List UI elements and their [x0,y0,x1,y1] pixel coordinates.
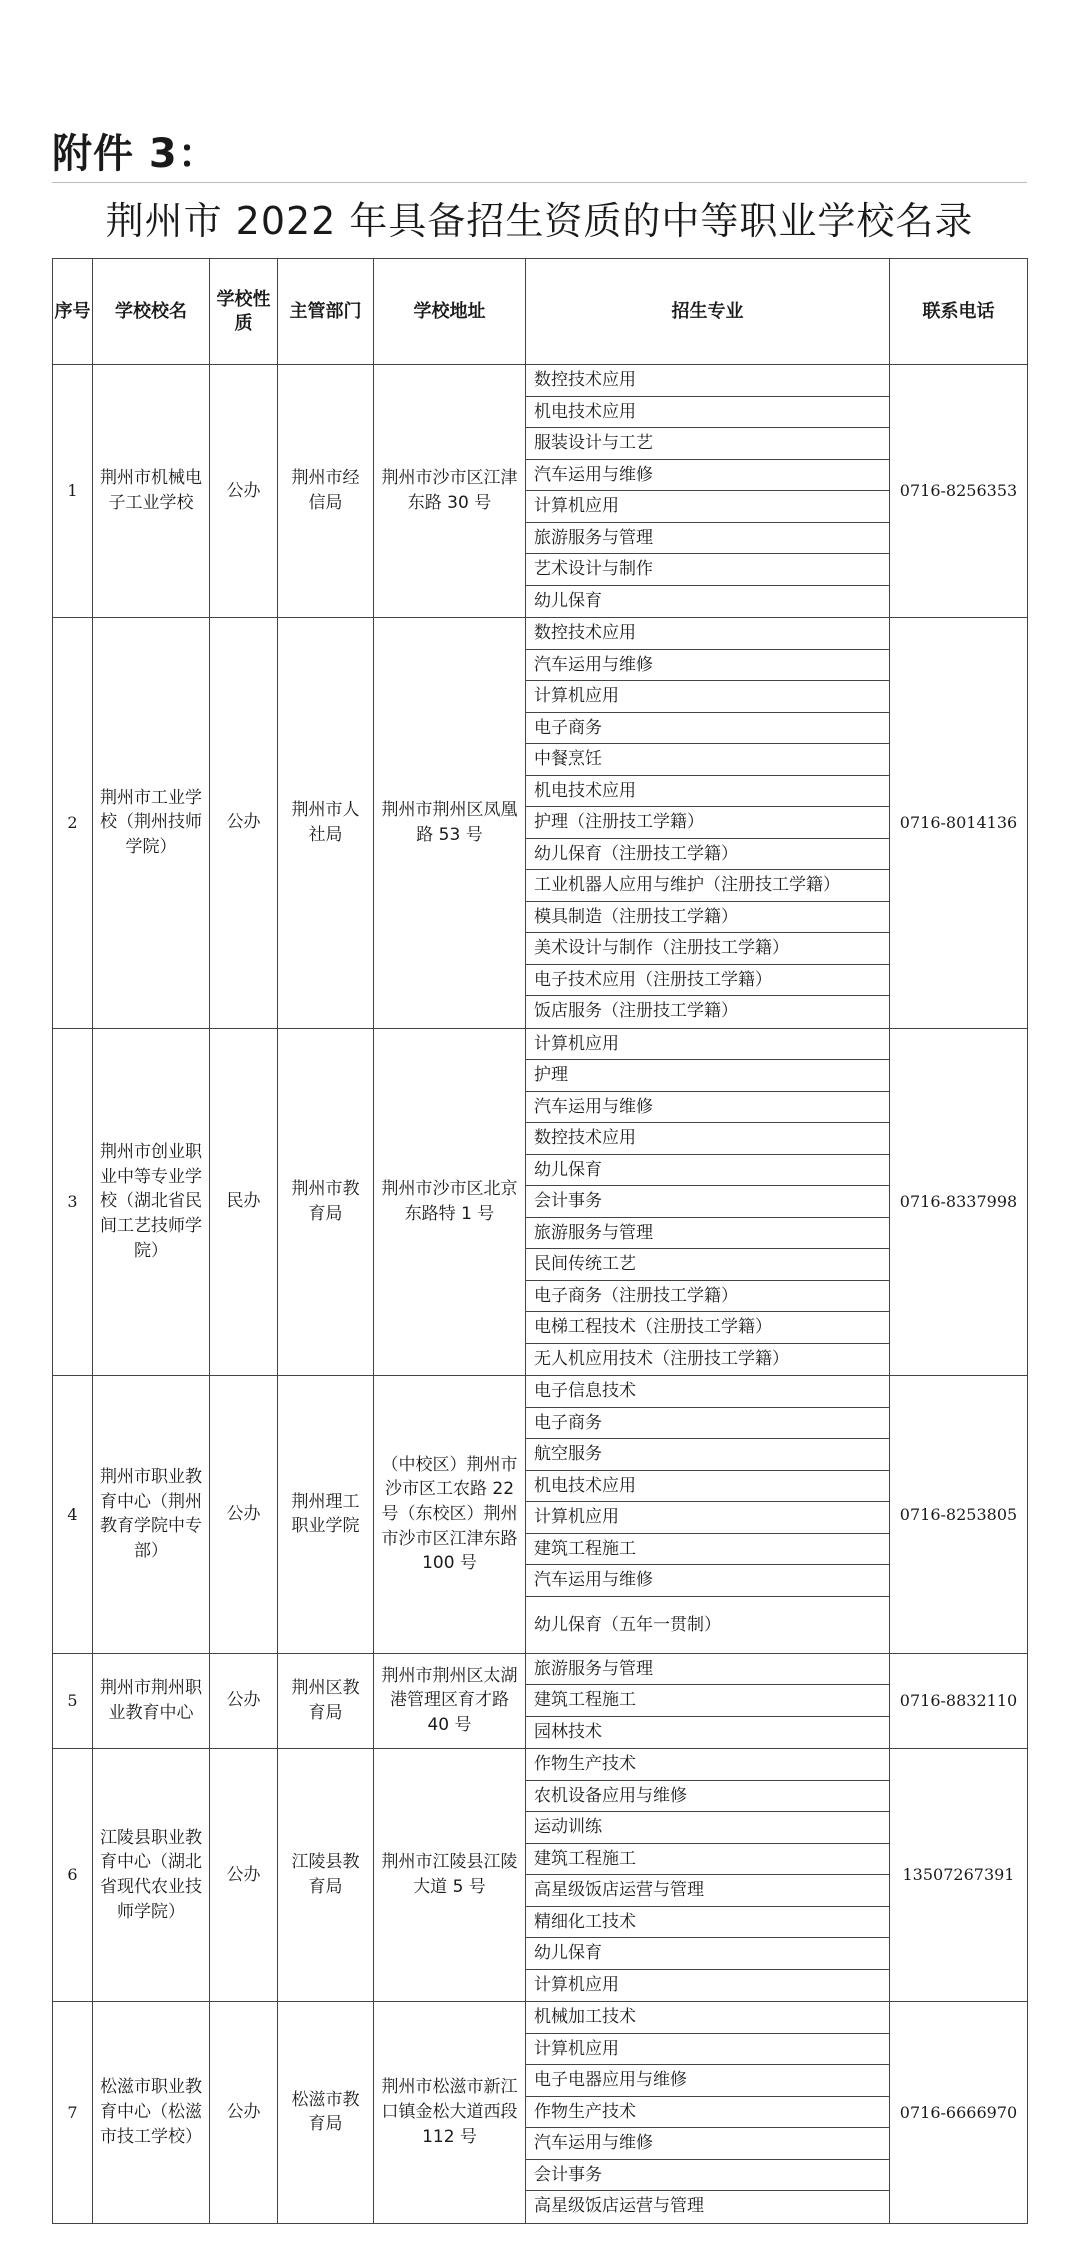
majors-cell [526,1653,890,1749]
major-item: 中餐烹饪 [526,744,889,776]
majors-list [526,365,889,617]
table-row [53,1749,1028,2002]
majors-list [526,1029,889,1376]
dept-cell: 荆州市人社局 [278,618,374,1029]
major-item: 旅游服务与管理 [526,523,889,555]
school-name-cell: 荆州市创业职业中等专业学校（湖北省民间工艺技师学院） [93,1028,210,1376]
annex-label: 附件 3： [52,131,219,177]
major-item: 电子信息技术 [526,1376,889,1408]
major-item: 饭店服务（注册技工学籍） [534,1001,738,1021]
major-item: 数控技术应用 [526,1123,889,1155]
major-item: 机电技术应用 [526,397,889,429]
majors-cell [526,1028,890,1376]
major-item: 汽车运用与维修 [526,2128,889,2160]
address-cell: 荆州市松滋市新江口镇金松大道西段 112 号 [374,2002,526,2224]
address-cell: 荆州市荆州区太湖港管理区育才路 40 号 [374,1653,526,1749]
header-dept: 主管部门 [278,259,374,365]
major-item: 会计事务 [526,2160,889,2192]
seq-cell: 6 [53,1749,93,2002]
major-item: 作物生产技术 [526,1749,889,1781]
phone-cell: 13507267391 [890,1749,1028,2002]
major-item: 计算机应用 [526,491,889,523]
table-row [53,365,1028,618]
header-row [53,259,1028,365]
major-item: 电子商务（注册技工学籍） [526,1281,889,1313]
major-item: 建筑工程施工 [526,1534,889,1566]
major-item: 电子技术应用（注册技工学籍） [526,965,889,997]
major-item: 电子商务 [526,713,889,745]
seq-cell: 5 [53,1653,93,1749]
major-item: 幼儿保育 [526,1155,889,1187]
phone-cell: 0716-8014136 [890,618,1028,1029]
major-item: 服装设计与工艺 [526,428,889,460]
nature-cell: 公办 [210,2002,278,2224]
major-item: 工业机器人应用与维护（注册技工学籍） [526,870,889,902]
major-item: 美术设计与制作（注册技工学籍） [526,933,889,965]
majors-cell [526,2002,890,2224]
major-item: 机械加工技术 [526,2002,889,2034]
major-item: 计算机应用 [526,2034,889,2066]
major-item: 建筑工程施工 [526,1685,889,1717]
major-item: 护理 [526,1060,889,1092]
major-item: 艺术设计与制作 [526,554,889,586]
header-majors: 招生专业 [526,259,890,365]
major-item: 作物生产技术 [526,2097,889,2129]
major-item: 机电技术应用 [526,776,889,808]
table-row [53,618,1028,1029]
seq-cell: 1 [53,365,93,618]
major-item: 电子商务 [526,1408,889,1440]
phone-cell: 0716-8337998 [890,1028,1028,1376]
major-item: 计算机应用 [526,1502,889,1534]
majors-cell [526,618,890,1029]
major-item: 数控技术应用 [526,618,889,650]
majors-list [526,1749,889,2001]
school-name-cell: 荆州市工业学校（荆州技师学院） [93,618,210,1029]
dept-cell: 江陵县教育局 [278,1749,374,2002]
address-cell: 荆州市荆州区凤凰路 53 号 [374,618,526,1029]
nature-cell: 公办 [210,618,278,1029]
address-cell: 荆州市沙市区北京东路特 1 号 [374,1028,526,1376]
major-item: 建筑工程施工 [526,1844,889,1876]
school-name-cell: 荆州市荆州职业教育中心 [93,1653,210,1749]
header-seq: 序号 [53,259,93,365]
header-address: 学校地址 [374,259,526,365]
major-item: 汽车运用与维修 [526,460,889,492]
major-item: 航空服务 [526,1439,889,1471]
major-item: 计算机应用 [526,1029,889,1061]
major-item: 汽车运用与维修 [526,1092,889,1124]
majors-list [526,2002,889,2223]
major-item: 精细化工技术 [526,1907,889,1939]
majors-list [526,1376,889,1653]
nature-cell: 公办 [210,1376,278,1654]
dept-cell: 荆州区教育局 [278,1653,374,1749]
major-item: 幼儿保育 [526,1938,889,1970]
major-item: 幼儿保育 [534,590,602,611]
major-item: 幼儿保育（注册技工学籍） [526,839,889,871]
major-item: 高星级饭店运营与管理 [526,1875,889,1907]
major-item: 会计事务 [526,1186,889,1218]
majors-cell [526,1749,890,2002]
school-roster-table [52,258,1028,2224]
phone-cell: 0716-6666970 [890,2002,1028,2224]
major-item: 农机设备应用与维修 [526,1781,889,1813]
major-item: 汽车运用与维修 [526,650,889,682]
major-item: 计算机应用 [534,1974,619,1995]
major-item: 幼儿保育（五年一贯制） [534,1614,721,1635]
address-cell: （中校区）荆州市沙市区工农路 22 号（东校区）荆州市沙市区江津东路 100 号 [374,1376,526,1654]
seq-cell: 2 [53,618,93,1029]
nature-cell: 公办 [210,365,278,618]
dept-cell: 荆州市教育局 [278,1028,374,1376]
major-item: 高星级饭店运营与管理 [534,2196,704,2216]
major-item: 电梯工程技术（注册技工学籍） [526,1312,889,1344]
table-row [53,1653,1028,1749]
major-item: 无人机应用技术（注册技工学籍） [534,1348,789,1369]
majors-list [526,618,889,1028]
table-row [53,2002,1028,2224]
major-item: 园林技术 [534,1721,602,1742]
dept-cell: 荆州理工职业学院 [278,1376,374,1654]
address-cell: 荆州市江陵县江陵大道 5 号 [374,1749,526,2002]
major-item: 汽车运用与维修 [526,1565,889,1597]
document-title: 荆州市 2022 年具备招生资质的中等职业学校名录 [52,182,1027,258]
major-item: 电子电器应用与维修 [526,2065,889,2097]
major-item: 运动训练 [526,1812,889,1844]
major-item: 机电技术应用 [526,1471,889,1503]
phone-cell: 0716-8253805 [890,1376,1028,1654]
school-name-cell: 荆州市机械电子工业学校 [93,365,210,618]
major-item: 旅游服务与管理 [526,1654,889,1686]
dept-cell: 松滋市教育局 [278,2002,374,2224]
school-name-cell: 松滋市职业教育中心（松滋市技工学校） [93,2002,210,2224]
major-item: 护理（注册技工学籍） [526,807,889,839]
address-cell: 荆州市沙市区江津东路 30 号 [374,365,526,618]
header-phone: 联系电话 [890,259,1028,365]
nature-cell: 公办 [210,1653,278,1749]
phone-cell: 0716-8832110 [890,1653,1028,1749]
seq-cell: 7 [53,2002,93,2224]
school-name-cell: 江陵县职业教育中心（湖北省现代农业技师学院） [93,1749,210,2002]
table-row [53,1028,1028,1376]
seq-cell: 3 [53,1028,93,1376]
major-item: 民间传统工艺 [526,1249,889,1281]
seq-cell: 4 [53,1376,93,1654]
major-item: 数控技术应用 [526,365,889,397]
major-item: 计算机应用 [526,681,889,713]
school-name-cell: 荆州市职业教育中心（荆州教育学院中专部） [93,1376,210,1654]
phone-cell: 0716-8256353 [890,365,1028,618]
majors-cell [526,365,890,618]
table-row [53,1376,1028,1654]
nature-cell: 公办 [210,1749,278,2002]
major-item: 模具制造（注册技工学籍） [526,902,889,934]
majors-cell [526,1376,890,1654]
majors-list [526,1654,889,1749]
major-item: 旅游服务与管理 [526,1218,889,1250]
nature-cell: 民办 [210,1028,278,1376]
dept-cell: 荆州市经信局 [278,365,374,618]
header-nature: 学校性质 [210,259,278,365]
header-name: 学校校名 [93,259,210,365]
